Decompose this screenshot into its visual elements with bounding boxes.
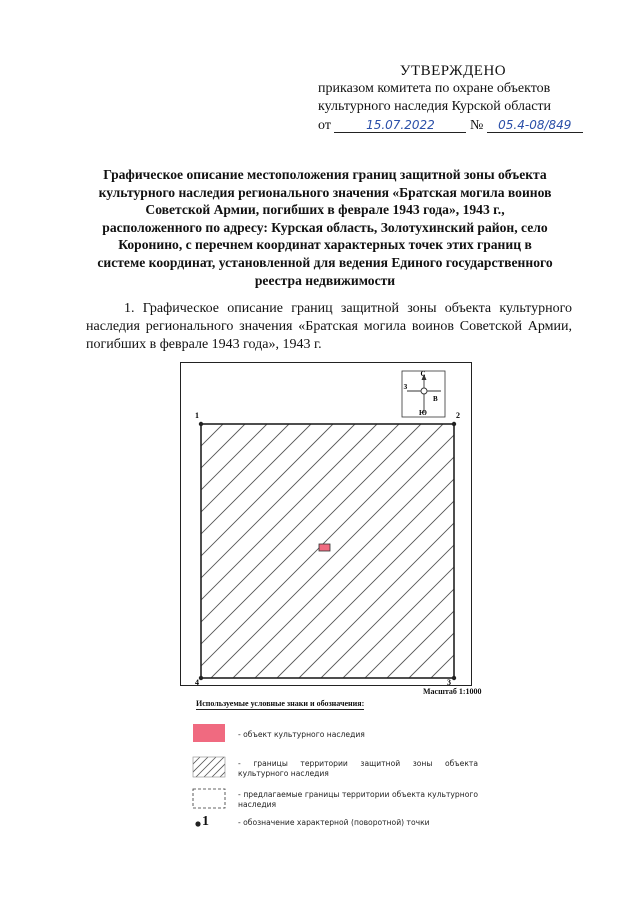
order-line: [318, 117, 588, 135]
map-drawing: [181, 363, 473, 687]
map-scale: Масштаб 1:1000: [423, 687, 482, 696]
legend-item-text: - объект культурного наследия: [238, 730, 365, 739]
point-label-3: 3: [447, 678, 451, 687]
point-label-1: 1: [195, 411, 199, 420]
legend-point-number: 1: [202, 814, 209, 829]
legend-title: Используемые условные знаки и обозначения:: [196, 699, 365, 708]
order-from-label: от: [318, 118, 331, 133]
point-marker-2: [452, 422, 456, 426]
heritage-object: [319, 544, 330, 551]
point-label-2: 2: [456, 411, 460, 420]
compass-east: В: [433, 395, 438, 403]
legend-item-text: - границы территории защитной зоны объекта культурного наследия: [238, 759, 478, 778]
compass-south: Ю: [419, 409, 427, 417]
approval-line-2: культурного наследия Курской области: [318, 99, 552, 114]
document-title: Графическое описание местоположения границ защитной зоны объекта культурного наследия регионального значения «Братская могила воинов Советской Армии, погибших в феврале 1943 года», 1943 г., расположенного по адресу: Курская область, Золотухинский район, село Коронино, с перечнем координат характерных точек этих границ в системе координат, установленной для ведения Единого государственного реестра недвижимости: [97, 167, 553, 288]
order-date: 15.07.2022: [334, 118, 466, 133]
legend-dashed-swatch: [192, 787, 228, 811]
legend-object-swatch: [192, 722, 228, 744]
legend-hatch-swatch: [192, 756, 228, 780]
compass-north: С: [420, 370, 426, 378]
legend-item-text: - обозначение характерной (поворотной) точки: [238, 818, 430, 827]
point-label-4: 4: [195, 678, 199, 687]
point-marker-1: [199, 422, 203, 426]
order-number-label: №: [469, 118, 484, 133]
boundary-map: [180, 362, 472, 686]
point-marker-4: [199, 676, 203, 680]
compass-west: З: [403, 383, 408, 391]
legend-item-text: - предлагаемые границы территории объекта культурного наследия: [238, 790, 478, 809]
point-marker-3: [452, 676, 456, 680]
approval-heading: УТВЕРЖДЕНО: [399, 63, 507, 79]
section-paragraph: 1. Графическое описание границ защитной зоны объекта культурного наследия регионального значения «Братская могила воинов Советской Армии, погибших в феврале 1943 года», 1943 г.: [86, 301, 572, 352]
order-number: 05.4-08/849: [487, 118, 583, 133]
approval-line-1: приказом комитета по охране объектов: [318, 81, 551, 96]
compass-rose: [402, 370, 445, 417]
approval-block: [318, 62, 588, 135]
